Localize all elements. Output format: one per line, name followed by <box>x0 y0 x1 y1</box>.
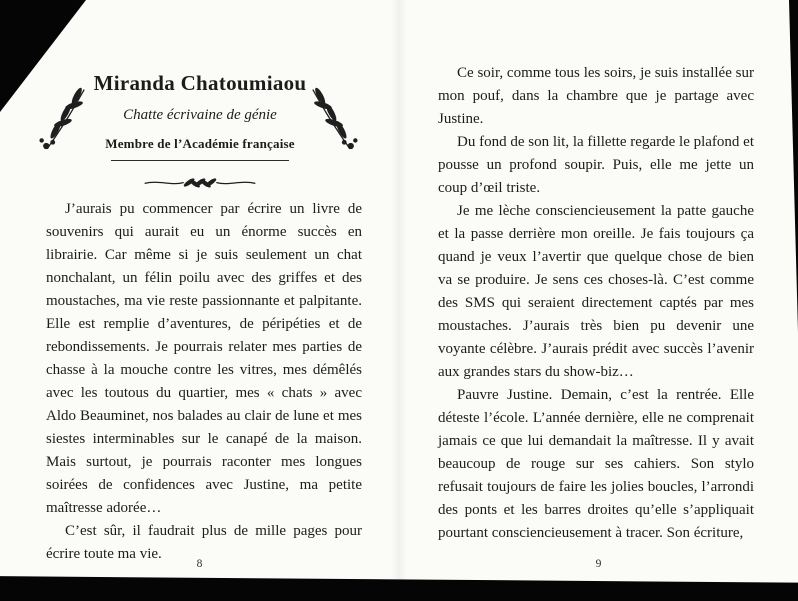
chapter-affiliation: Membre de l’Académie française <box>105 136 295 151</box>
page-number-left: 8 <box>196 558 203 570</box>
paragraph: J’aurais pu commencer par écrire un livre de souvenirs qui aurait eu un énorme succès en librairie. Car même si je suis seulement un chat nonchalant, un félin poilu avec des griffes et des moustaches, ma vie reste passionnante et palpitante. Elle est remplie d’aventures, de péripéties et de rebondissements. Je pourrais relater mes parties de chasse à la mouche contre les vitres, mes démêlés avec les toutous du quartier, mes « chats » avec Aldo Beauminet, nos balades au clair de lune et mes siestes interminables sur le canapé de la maison. Mais surtout, je pourrais raconter mes longues soirées de confidences avec Justine, ma petite maîtresse adorée… <box>46 201 362 516</box>
paragraph: Pauvre Justine. Demain, c’est la rentrée. Elle déteste l’école. L’année dernière, elle ne comprenait jamais ce que lui demandait la maîtresse. Il y avait beaucoup de rouge sur ses cahiers. Son stylo refusait toujours de faire les jolies boucles, l’arrondi des ponts et les barres droites qu’elle s’appliquait pourtant consciencieusement à tracer. Son écriture, <box>438 387 754 541</box>
chapter-header <box>40 70 360 195</box>
right-page-text <box>438 62 754 545</box>
page-number-right: 9 <box>595 558 602 570</box>
chapter-subtitle: Chatte écrivaine de génie <box>123 107 277 123</box>
left-page-text <box>46 198 362 566</box>
header-rule <box>111 160 289 161</box>
paragraph: Ce soir, comme tous les soirs, je suis installée sur mon pouf, dans la chambre que je partage avec Justine. <box>438 65 754 127</box>
page-right <box>399 0 798 601</box>
paragraph: Du fond de son lit, la fillette regarde le plafond et pousse un profond soupir. Puis, elle me jette un coup d’œil triste. <box>438 134 754 196</box>
paragraph: Je me lèche consciencieusement la patte gauche et la passe derrière mon oreille. Je fais toujours ça quand je veux l’avertir que quelque chose de bien va se produire. Je sens ces choses-là. C’est comme des SMS qui seraient directement captés par mes moustaches. J’aurais très bien pu devenir une voyante célèbre. J’aurais prédit avec succès l’avenir aux grandes stars du show-biz… <box>438 203 754 380</box>
paragraph: C’est sûr, il faudrait plus de mille pages pour écrire toute ma vie. <box>46 523 362 562</box>
vine-divider-icon <box>40 175 360 195</box>
chapter-title: Miranda Chatoumiaou <box>93 71 307 95</box>
